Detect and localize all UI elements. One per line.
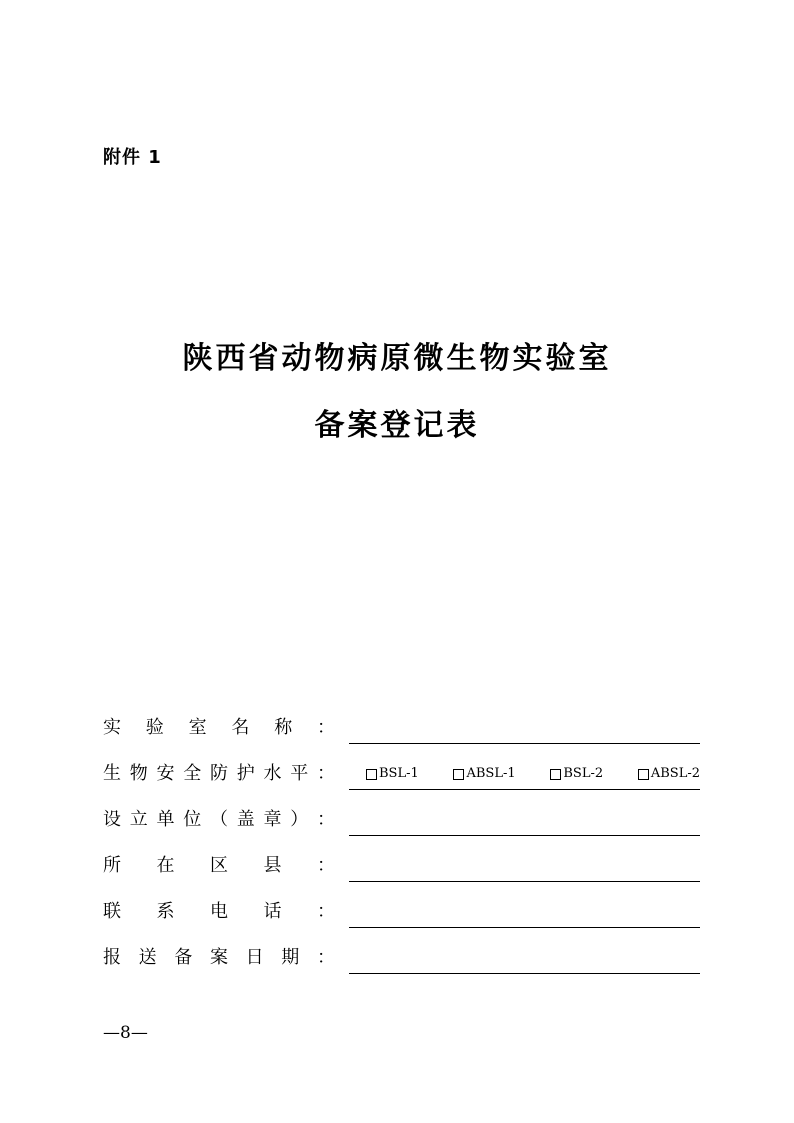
label-char: 系 — [156, 901, 175, 922]
field-row-phone — [103, 898, 700, 928]
label-char: ： — [317, 855, 335, 876]
phone-input-line[interactable] — [349, 927, 700, 928]
field-label-establishing-unit — [103, 806, 335, 834]
label-char: ： — [316, 717, 335, 738]
label-char: 日 — [245, 947, 264, 968]
attachment-label: 附件 1 — [103, 147, 162, 168]
label-char: 名 — [231, 717, 250, 738]
option-label: ABSL-1 — [466, 766, 516, 781]
label-char: 物 — [129, 763, 148, 784]
field-row-district — [103, 852, 700, 882]
label-char: 室 — [188, 717, 207, 738]
label-char: 在 — [156, 855, 175, 876]
biosafety-level-options — [366, 763, 700, 785]
label-char: 话 — [263, 901, 282, 922]
label-char: 章 — [263, 809, 282, 830]
page-number: —8— — [103, 1023, 148, 1043]
label-char: 平 — [290, 763, 309, 784]
option-bsl-1[interactable] — [366, 763, 419, 785]
option-absl-1[interactable] — [453, 763, 515, 785]
label-char: 联 — [103, 901, 121, 922]
field-row-establishing-unit — [103, 806, 700, 836]
label-char: 案 — [209, 947, 228, 968]
option-label: BSL-2 — [563, 766, 604, 781]
label-char: 单 — [156, 809, 175, 830]
label-char: 报 — [103, 947, 121, 968]
biosafety-level-line — [349, 789, 700, 790]
field-row-biosafety-level — [103, 760, 700, 790]
establishing-unit-input-line[interactable] — [349, 835, 700, 836]
label-char: 设 — [103, 809, 121, 830]
option-bsl-2[interactable] — [550, 763, 603, 785]
field-label-lab-name — [103, 714, 335, 742]
document-title-line-1: 陕西省动物病原微生物实验室 — [182, 341, 612, 376]
label-char: 安 — [156, 763, 175, 784]
checkbox-absl-2[interactable] — [638, 769, 649, 780]
label-char: 实 — [103, 717, 121, 738]
checkbox-absl-1[interactable] — [453, 769, 464, 780]
option-absl-2[interactable] — [638, 763, 700, 785]
label-char: 全 — [183, 763, 202, 784]
label-char: （ — [210, 809, 228, 830]
label-char: 盖 — [236, 809, 255, 830]
label-char: 生 — [103, 763, 121, 784]
district-input-line[interactable] — [349, 881, 700, 882]
label-char: 防 — [210, 763, 228, 784]
label-char: ： — [317, 763, 335, 784]
field-label-phone — [103, 898, 335, 926]
label-char: 区 — [210, 855, 228, 876]
field-label-filing-date — [103, 944, 335, 972]
checkbox-bsl-2[interactable] — [550, 769, 561, 780]
label-char: 所 — [103, 855, 121, 876]
field-label-biosafety-level — [103, 760, 335, 788]
field-row-lab-name — [103, 714, 700, 744]
field-row-filing-date — [103, 944, 700, 974]
label-char: 县 — [263, 855, 282, 876]
label-char: ） — [290, 809, 309, 830]
lab-name-input-line[interactable] — [349, 743, 700, 744]
label-char: 立 — [129, 809, 148, 830]
label-char: 期 — [281, 947, 300, 968]
checkbox-bsl-1[interactable] — [366, 769, 377, 780]
label-char: ： — [317, 901, 335, 922]
document-title-line-2: 备案登记表 — [314, 408, 480, 443]
label-char: 电 — [210, 901, 228, 922]
field-label-district — [103, 852, 335, 880]
label-char: 水 — [263, 763, 282, 784]
option-label: ABSL-2 — [650, 766, 700, 781]
label-char: 验 — [145, 717, 164, 738]
label-char: ： — [317, 809, 335, 830]
label-char: 护 — [236, 763, 255, 784]
option-label: BSL-1 — [379, 766, 419, 781]
filing-date-input-line[interactable] — [349, 973, 700, 974]
label-char: 送 — [138, 947, 157, 968]
label-char: 称 — [274, 717, 293, 738]
label-char: ： — [316, 947, 335, 968]
label-char: 备 — [174, 947, 193, 968]
label-char: 位 — [183, 809, 202, 830]
